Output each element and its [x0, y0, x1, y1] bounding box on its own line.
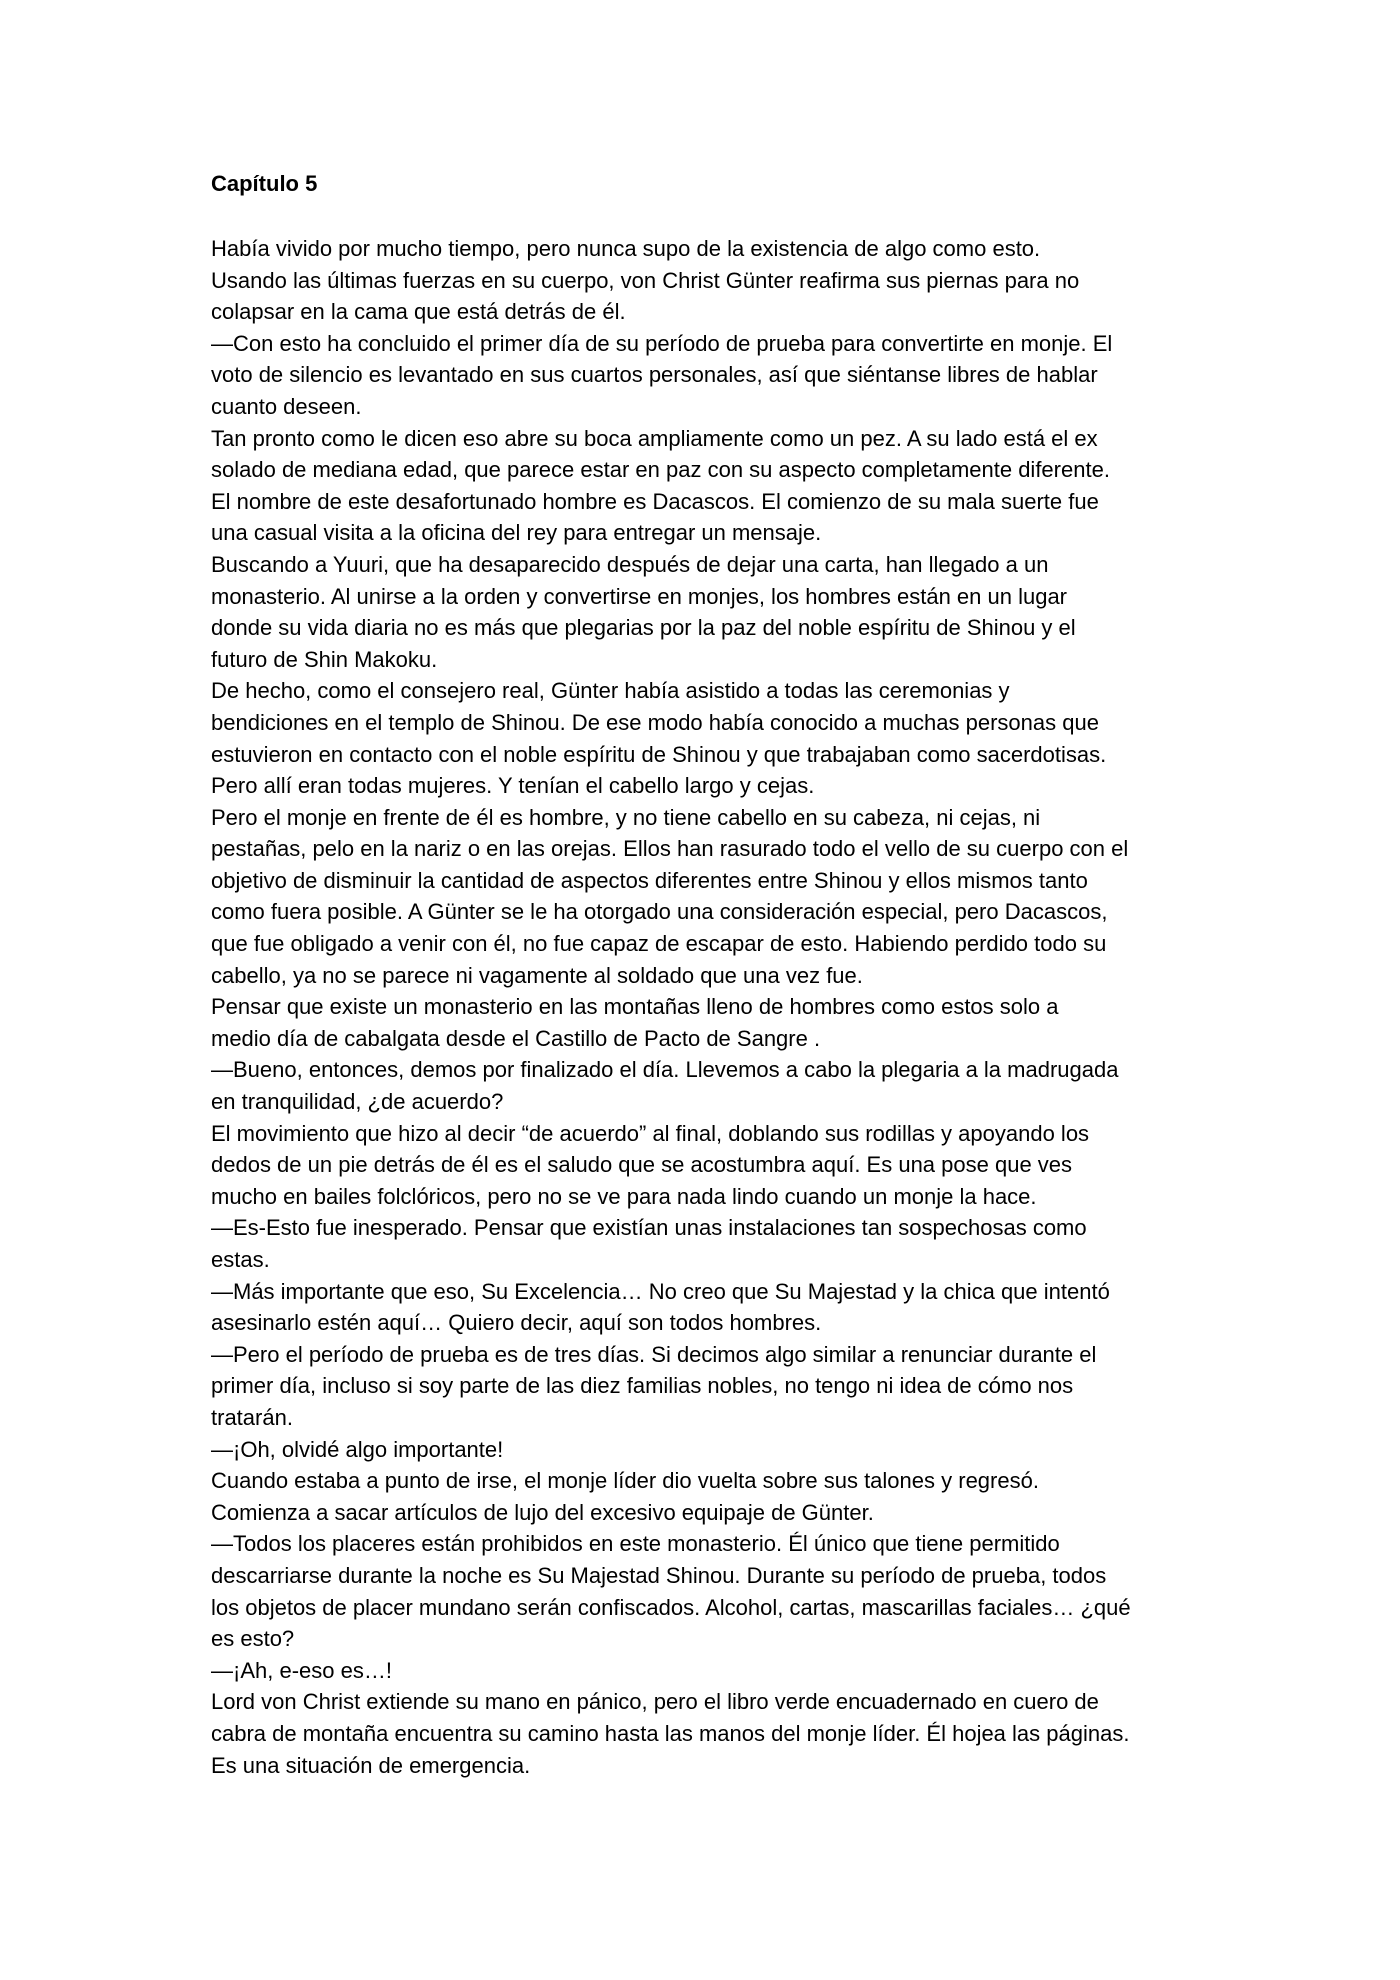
body-text-line: futuro de Shin Makoku.: [211, 646, 438, 672]
body-text-line: Había vivido por mucho tiempo, pero nunca supo de la existencia de algo como esto.: [211, 236, 1041, 261]
chapter-body: [211, 233, 1211, 1781]
body-text-line: —Con esto ha concluido el primer día de su período de prueba para convertirte en monje. El: [211, 330, 1113, 356]
body-text-line: estuvieron en contacto con el noble espíritu de Shinou y que trabajaban como sacerdotisas.: [211, 741, 1107, 767]
body-text-line: Pero el monje en frente de él es hombre, y no tiene cabello en su cabeza, ni cejas, ni: [211, 804, 1041, 830]
body-text-line: El movimiento que hizo al decir “de acuerdo” al final, doblando sus rodillas y apoyando los: [211, 1120, 1090, 1146]
body-text-line: descarriarse durante la noche es Su Majestad Shinou. Durante su período de prueba, todos: [211, 1562, 1107, 1588]
body-text-line: monasterio. Al unirse a la orden y convertirse en monjes, los hombres están en un lugar: [211, 583, 1068, 609]
body-text-line: —Bueno, entonces, demos por finalizado el día. Llevemos a cabo la plegaria a la madrugada: [211, 1057, 1119, 1083]
body-text-line: Buscando a Yuuri, que ha desaparecido después de dejar una carta, han llegado a un: [211, 551, 1049, 577]
body-text-line: cabra de montaña encuentra su camino hasta las manos del monje líder. Él hojea las páginas.: [211, 1720, 1130, 1746]
body-text-line: Pero allí eran todas mujeres. Y tenían el cabello largo y cejas.: [211, 773, 815, 799]
body-text-line: —Todos los placeres están prohibidos en este monasterio. Él único que tiene permitido: [211, 1531, 1060, 1557]
body-text-line: objetivo de disminuir la cantidad de aspectos diferentes entre Shinou y ellos mismos tanto: [211, 867, 1088, 893]
body-text-line: solado de mediana edad, que parece estar en paz con su aspecto completamente diferente.: [211, 457, 1110, 483]
body-text-line: mucho en bailes folclóricos, pero no se ve para nada lindo cuando un monje la hace.: [211, 1183, 1037, 1209]
body-text-line: donde su vida diaria no es más que plegarias por la paz del noble espíritu de Shinou y el: [211, 615, 1076, 641]
body-text-line: tratarán.: [211, 1404, 293, 1430]
body-text-line: pestañas, pelo en la nariz o en las orejas. Ellos han rasurado todo el vello de su cuerpo con el: [211, 836, 1129, 862]
body-text-line: Lord von Christ extiende su mano en pánico, pero el libro verde encuadernado en cuero de: [211, 1689, 1099, 1715]
body-text-line: El nombre de este desafortunado hombre es Dacascos. El comienzo de su mala suerte fue: [211, 488, 1099, 514]
body-text-line: Cuando estaba a punto de irse, el monje líder dio vuelta sobre sus talones y regresó.: [211, 1468, 1039, 1494]
body-text-line: es esto?: [211, 1626, 295, 1652]
body-text-line: primer día, incluso si soy parte de las diez familias nobles, no tengo ni idea de cómo nos: [211, 1373, 1074, 1399]
body-text-line: cuanto deseen.: [211, 393, 362, 419]
body-text-line: Usando las últimas fuerzas en su cuerpo, von Christ Günter reafirma sus piernas para no: [211, 267, 1080, 293]
body-text-line: cabello, ya no se parece ni vagamente al soldado que una vez fue.: [211, 962, 863, 988]
body-text-line: Es una situación de emergencia.: [211, 1752, 531, 1778]
body-text-line: —¡Ah, e-eso es…!: [211, 1657, 392, 1683]
body-text-line: medio día de cabalgata desde el Castillo de Pacto de Sangre .: [211, 1025, 821, 1051]
body-text-line: —Pero el período de prueba es de tres días. Si decimos algo similar a renunciar durante el: [211, 1341, 1097, 1367]
body-text-line: dedos de un pie detrás de él es el saludo que se acostumbra aquí. Es una pose que ves: [211, 1152, 1073, 1178]
body-text-line: los objetos de placer mundano serán confiscados. Alcohol, cartas, mascarillas faciales… ¿qué: [211, 1594, 1131, 1620]
body-text-line: Tan pronto como le dicen eso abre su boca ampliamente como un pez. A su lado está el ex: [211, 425, 1098, 451]
body-text-line: que fue obligado a venir con él, no fue capaz de escapar de esto. Habiendo perdido todo su: [211, 931, 1107, 957]
chapter-title: Capítulo 5: [211, 171, 318, 196]
body-text-line: estas.: [211, 1247, 270, 1272]
body-text-line: bendiciones en el templo de Shinou. De ese modo había conocido a muchas personas que: [211, 709, 1099, 735]
body-text-line: voto de silencio es levantado en sus cuartos personales, así que siéntanse libres de hablar: [211, 362, 1098, 388]
body-text-line: asesinarlo estén aquí… Quiero decir, aquí son todos hombres.: [211, 1310, 822, 1336]
body-text-line: en tranquilidad, ¿de acuerdo?: [211, 1089, 504, 1115]
body-text-line: Comienza a sacar artículos de lujo del excesivo equipaje de Günter.: [211, 1499, 874, 1525]
body-text-line: colapsar en la cama que está detrás de él.: [211, 299, 626, 325]
body-text-line: —Más importante que eso, Su Excelencia… No creo que Su Majestad y la chica que intentó: [211, 1278, 1110, 1304]
body-text-line: —Es-Esto fue inesperado. Pensar que existían unas instalaciones tan sospechosas como: [211, 1215, 1087, 1241]
body-text-line: como fuera posible. A Günter se le ha otorgado una consideración especial, pero Dacascos,: [211, 899, 1108, 925]
body-text-line: —¡Oh, olvidé algo importante!: [211, 1436, 504, 1462]
body-text-line: Pensar que existe un monasterio en las montañas lleno de hombres como estos solo a: [211, 994, 1059, 1020]
body-text-line: una casual visita a la oficina del rey para entregar un mensaje.: [211, 520, 822, 546]
body-text-line: De hecho, como el consejero real, Günter había asistido a todas las ceremonias y: [211, 678, 1010, 704]
